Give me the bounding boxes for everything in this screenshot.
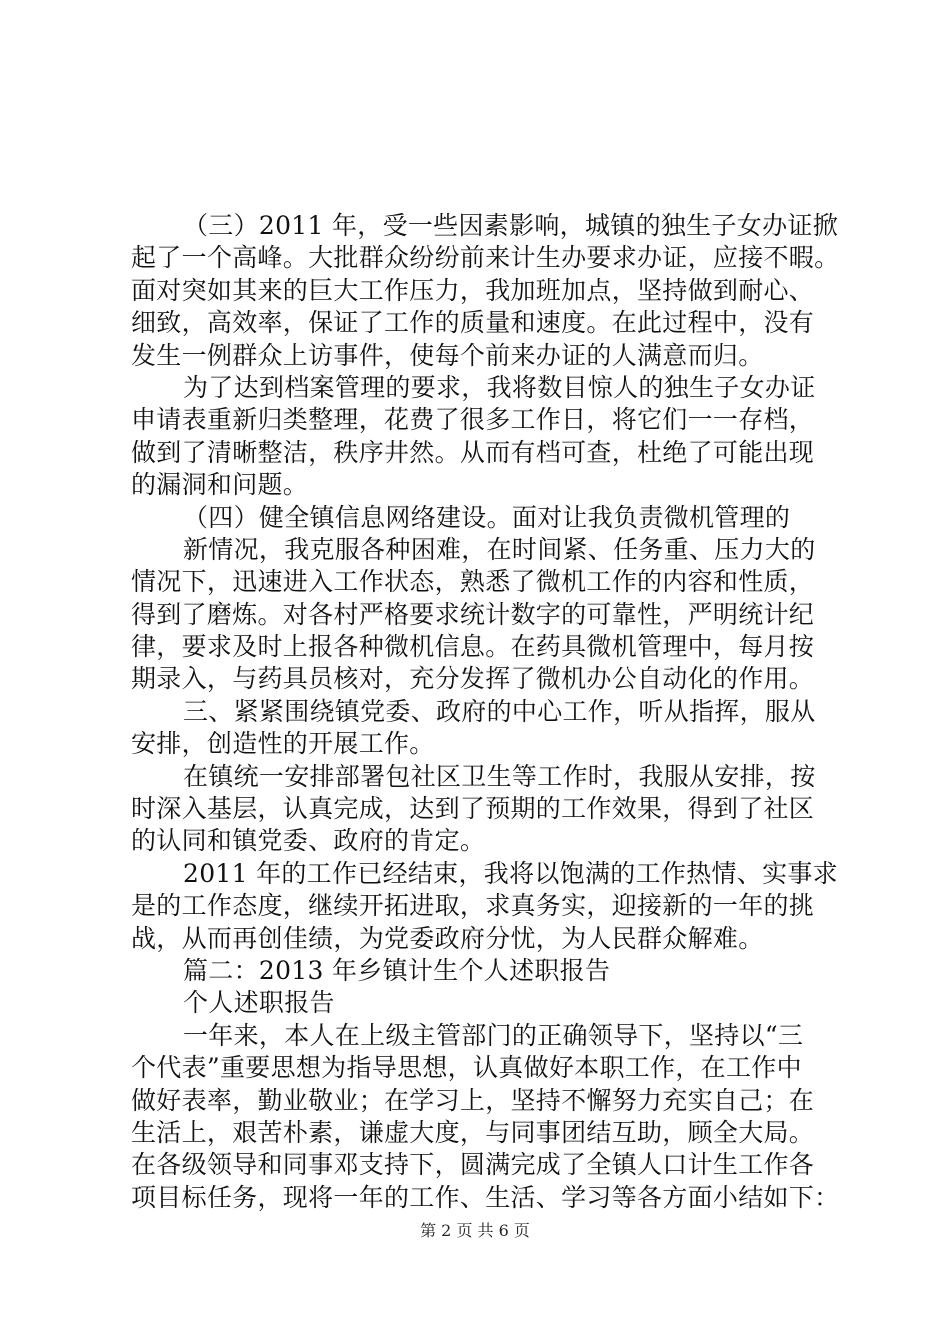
text-line: 个人述职报告: [183, 988, 335, 1018]
text-line: 细致，高效率，保证了工作的质量和速度。在此过程中，没有: [131, 308, 815, 338]
text-line: 项目标任务，现将一年的工作、生活、学习等各方面小结如下：: [131, 1182, 840, 1212]
text-line: 发生一例群众上访事件，使每个前来办证的人满意而归。: [131, 340, 764, 370]
text-line: 期录入，与药具员核对，充分发挥了微机办公自动化的作用。: [131, 664, 815, 694]
text-line: 一年来，本人在上级主管部门的正确领导下，坚持以“三: [183, 1020, 804, 1050]
text-line: 在各级领导和同事邓支持下，圆满完成了全镇人口计生工作各: [131, 1150, 815, 1180]
text-line: 的认同和镇党委、政府的肯定。: [131, 826, 486, 856]
text-line: 新情况，我克服各种困难，在时间紧、任务重、压力大的: [183, 534, 816, 564]
text-line: 做到了清晰整洁，秩序井然。从而有档可查，杜绝了可能出现: [131, 437, 815, 467]
text-line: 安排，创造性的开展工作。: [131, 729, 435, 759]
text-line: 做好表率，勤业敬业；在学习上，坚持不懈努力充实自己；在: [131, 1085, 815, 1115]
text-line: 战，从而再创佳绩，为党委政府分忧，为人民群众解难。: [131, 923, 764, 953]
text-line: 申请表重新归类整理，花费了很多工作日，将它们一一存档，: [131, 405, 815, 435]
text-line: 个代表”重要思想为指导思想，认真做好本职工作，在工作中: [131, 1053, 802, 1083]
text-line: 起了一个高峰。大批群众纷纷前来计生办要求办证，应接不暇。: [131, 243, 840, 273]
page-footer: 第 2 页 共 6 页: [420, 1221, 530, 1240]
text-line: 律，要求及时上报各种微机信息。在药具微机管理中，每月按: [131, 632, 815, 662]
text-line: 2011 年的工作已经结束，我将以饱满的工作热情、实事求: [183, 858, 838, 888]
text-line: 时深入基层，认真完成，达到了预期的工作效果，得到了社区: [131, 794, 815, 824]
text-line: 的漏洞和问题。: [131, 470, 309, 500]
text-line: 篇二：2013 年乡镇计生个人述职报告: [183, 955, 611, 985]
text-line: 得到了磨炼。对各村严格要求统计数字的可靠性，严明统计纪: [131, 599, 815, 629]
text-line: 生活上，艰苦朴素，谦虚大度，与同事团结互助，顾全大局。: [131, 1117, 815, 1147]
text-line: 在镇统一安排部署包社区卫生等工作时，我服从安排，按: [183, 761, 816, 791]
text-line: 面对突如其来的巨大工作压力，我加班加点，坚持做到耐心、: [131, 275, 815, 305]
body-text: [131, 210, 851, 1214]
text-line: （四）健全镇信息网络建设。面对让我负责微机管理的: [183, 502, 791, 532]
text-line: 情况下，迅速进入工作状态，熟悉了微机工作的内容和性质，: [131, 567, 815, 597]
text-line: 为了达到档案管理的要求，我将数目惊人的独生子女办证: [183, 372, 816, 402]
text-line: 三、紧紧围绕镇党委、政府的中心工作，听从指挥，服从: [183, 696, 816, 726]
text-line: （三）2011 年，受一些因素影响，城镇的独生子女办证掀: [183, 211, 838, 240]
text-line: 是的工作态度，继续开拓进取，求真务实，迎接新的一年的挑: [131, 891, 815, 921]
